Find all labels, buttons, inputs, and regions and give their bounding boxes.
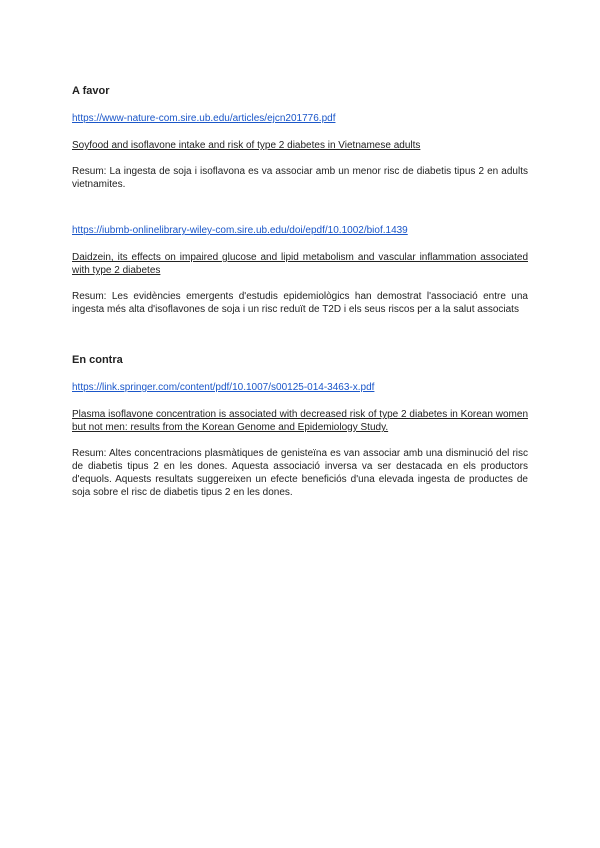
reference-entry — [72, 381, 528, 499]
article-summary: Resum: Altes concentracions plasmàtiques de genisteïna es van associar amb una disminució del risc de diabetis tipus 2 en les dones. Aquesta associació inversa va ser destacada en els productors d'equols. Aquests resultats suggereixen un efecte beneficiós d'una elevada ingesta de productes de soja sobre el risc de diabetis tipus 2 en les dones. — [72, 448, 528, 498]
spacer — [72, 316, 528, 353]
article-summary: Resum: Les evidències emergents d'estudis epidemiològics han demostrat l'associació entre una ingesta més alta d'isoflavones de soja i un risc reduït de T2D i els seus riscos per a la salut associats — [72, 291, 528, 315]
article-title: Soyfood and isoflavone intake and risk of type 2 diabetes in Vietnamese adults — [72, 140, 421, 151]
section-title: A favor — [72, 85, 110, 97]
reference-entry — [72, 112, 528, 191]
article-title: Plasma isoflavone concentration is associated with decreased risk of type 2 diabetes in Korean women but not men: results from the Korean Genome and Epidemiology Study. — [72, 409, 528, 433]
article-title: Daidzein, its effects on impaired glucose and lipid metabolism and vascular inflammation associated with type 2 diabetes — [72, 252, 528, 276]
section-a-favor — [72, 84, 528, 316]
section-en-contra — [72, 353, 528, 499]
article-summary: Resum: La ingesta de soja i isoflavona es va associar amb un menor risc de diabetis tipus 2 en adults vietnamites. — [72, 166, 528, 190]
reference-entry — [72, 224, 528, 316]
article-link[interactable]: https://iubmb-onlinelibrary-wiley-com.sire.ub.edu/doi/epdf/10.1002/biof.1439 — [72, 225, 408, 236]
article-link[interactable]: https://www-nature-com.sire.ub.edu/articles/ejcn201776.pdf — [72, 113, 336, 124]
spacer — [72, 191, 528, 224]
document-page — [72, 84, 528, 499]
article-link[interactable]: https://link.springer.com/content/pdf/10.1007/s00125-014-3463-x.pdf — [72, 382, 375, 393]
section-title: En contra — [72, 354, 123, 366]
